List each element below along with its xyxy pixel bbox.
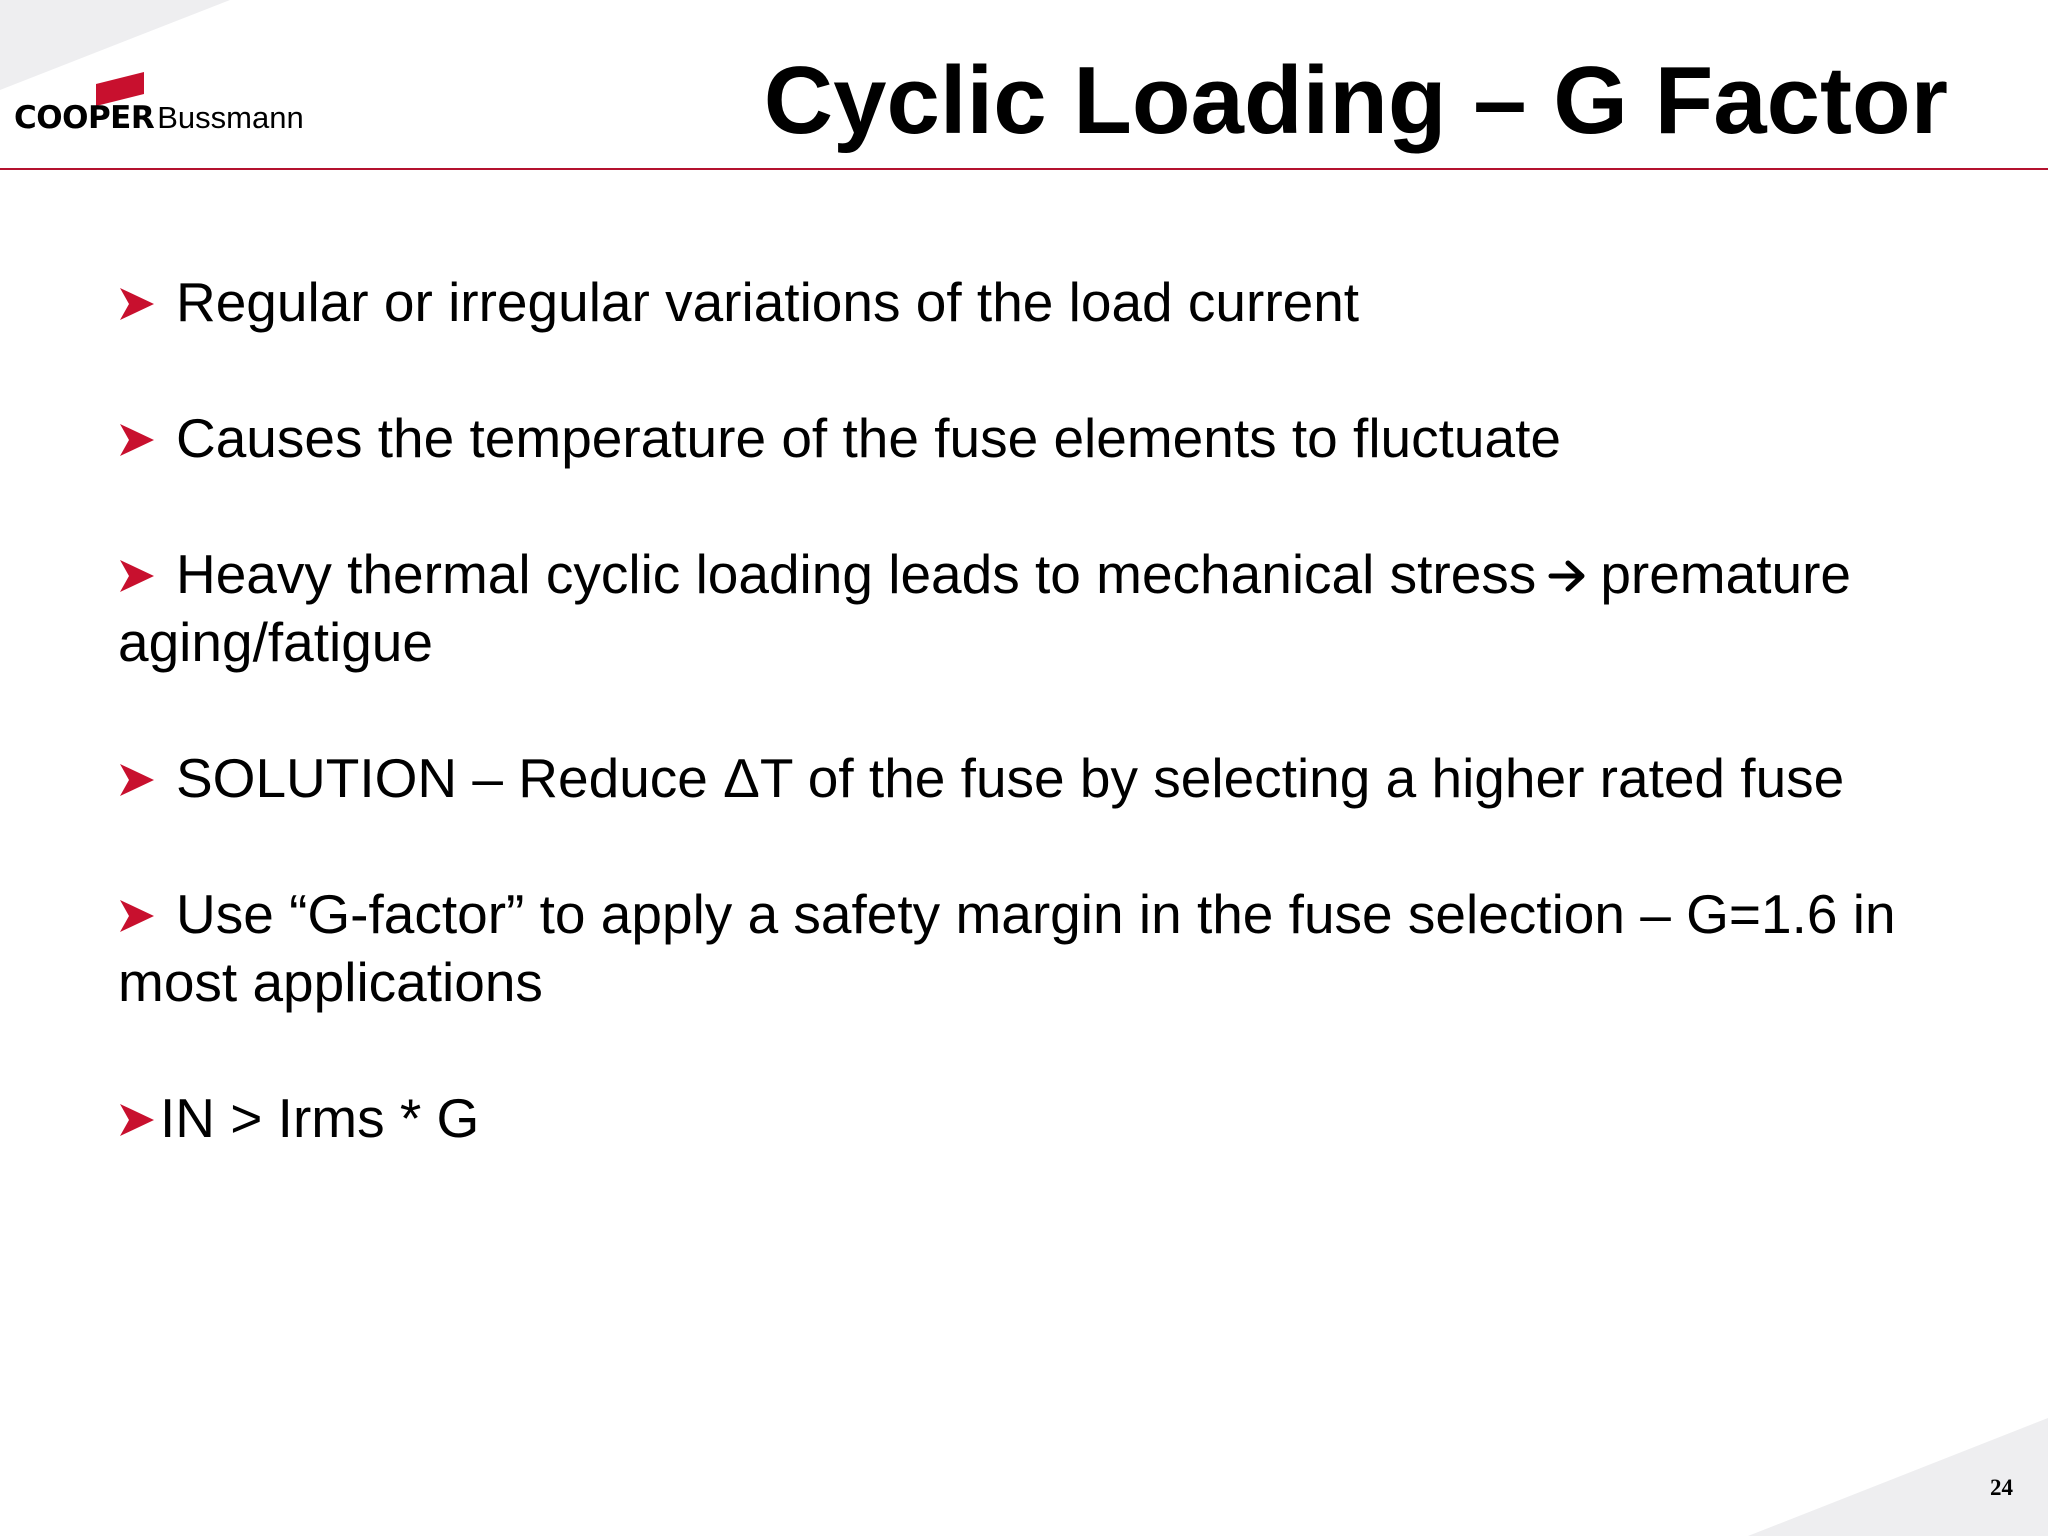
bullet-text: Causes the temperature of the fuse elements to fluctuate <box>176 407 1561 469</box>
bullet-text: SOLUTION – Reduce ΔT of the fuse by selecting a higher rated fuse <box>176 747 1845 809</box>
bullet-item <box>118 268 1948 336</box>
right-arrow-icon <box>1548 559 1588 593</box>
logo-text-bussmann: Bussmann <box>157 100 304 135</box>
red-arrowhead-bullet-icon <box>118 761 156 799</box>
bullet-text: Use “G-factor” to apply a safety margin in the fuse selection – G=1.6 in most applications <box>118 883 1896 1013</box>
cooper-bussmann-logo <box>12 72 332 142</box>
bullet-item <box>118 880 1948 1016</box>
red-arrowhead-bullet-icon <box>118 1101 156 1139</box>
red-arrowhead-bullet-icon <box>118 421 156 459</box>
bullet-item <box>118 404 1948 472</box>
bullet-text-continued: premature aging/fatigue <box>118 543 1851 673</box>
page-number: 24 <box>1990 1475 2013 1500</box>
red-arrowhead-bullet-icon <box>118 897 156 935</box>
bullet-item <box>118 744 1948 812</box>
header-divider <box>0 168 2048 170</box>
bullet-text: Heavy thermal cyclic loading leads to mechanical stress <box>176 543 1537 605</box>
bullet-text: Regular or irregular variations of the load current <box>176 271 1360 333</box>
bullet-text: IN > Irms * G <box>160 1087 480 1149</box>
logo-wordmark <box>14 102 304 134</box>
bullet-item <box>118 1084 1948 1152</box>
red-arrowhead-bullet-icon <box>118 285 156 323</box>
red-arrowhead-bullet-icon <box>118 557 156 595</box>
slide-title: Cyclic Loading – G Factor <box>763 47 1948 154</box>
bullet-item <box>118 540 1948 676</box>
logo-text-cooper: COOPER <box>14 100 155 136</box>
bullet-list <box>118 268 1948 1220</box>
